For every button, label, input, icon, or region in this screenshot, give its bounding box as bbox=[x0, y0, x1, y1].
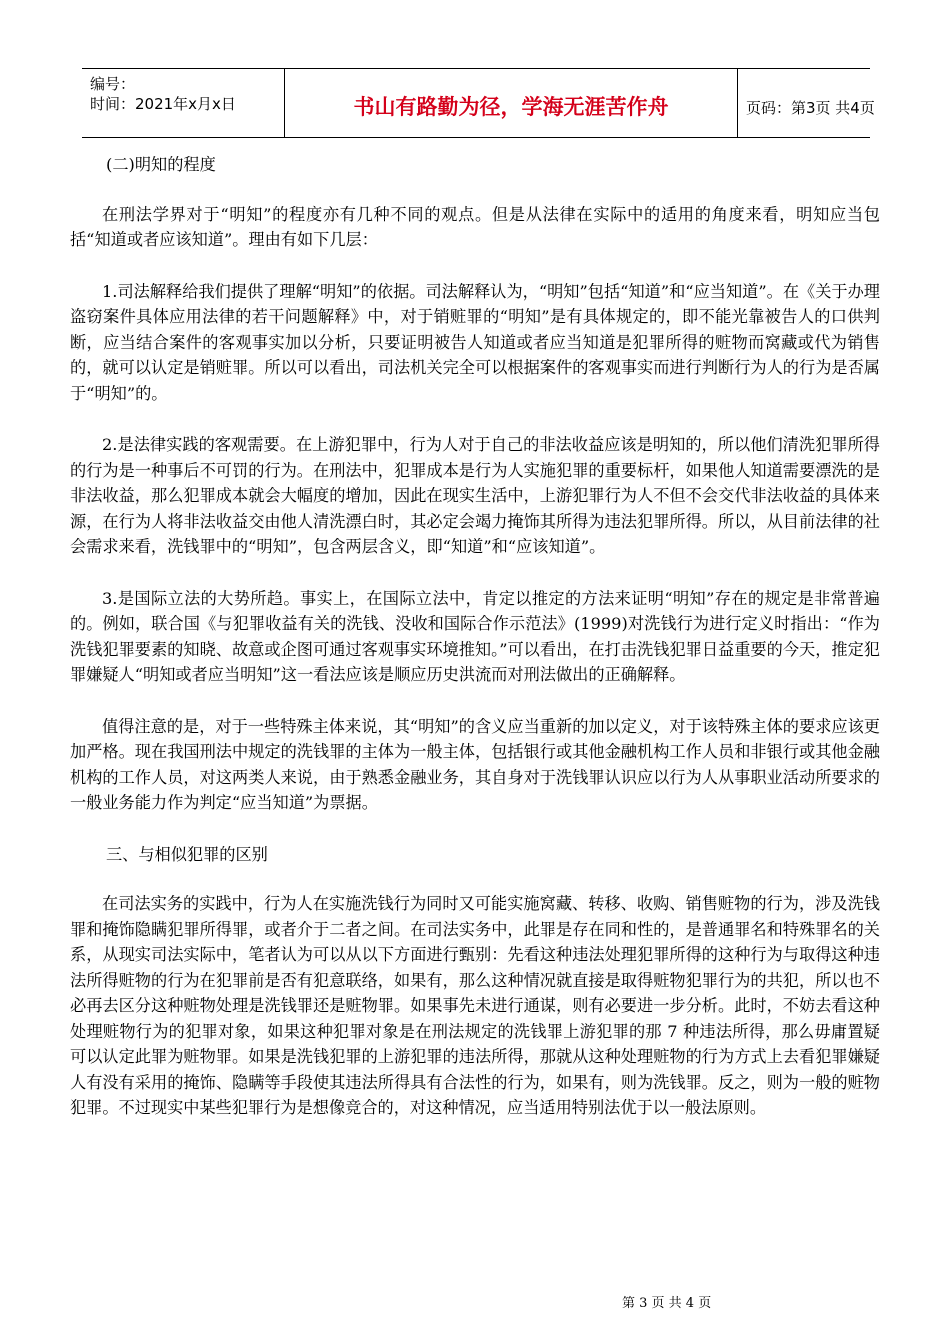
header-motto: 书山有路勤为径，学海无涯苦作舟 bbox=[353, 95, 669, 119]
header-page-cell bbox=[738, 69, 875, 137]
document-body bbox=[70, 152, 880, 1121]
document-id-label: 编号： bbox=[90, 75, 136, 93]
paragraph-international-legislation: 3.是国际立法的大势所趋。事实上，在国际立法中，肯定以推定的方法来证明“明知”存在的规定是非常普遍的。例如，联合国《与犯罪收益有关的洗钱、没收和国际合作示范法》(1999)对洗钱行为进行定义时指出：“作为洗钱犯罪要素的知晓、故意或企图可通过客观事实环境推知。”可以看出，在打击洗钱犯罪日益重要的今天，推定犯罪嫌疑人“明知或者应当明知”这一看法应该是顺应历史洪流而对刑法做出的正确解释。 bbox=[70, 588, 880, 684]
paragraph-distinction: 在司法实务的实践中，行为人在实施洗钱行为同时又可能实施窝藏、转移、收购、销售赃物的行为，涉及洗钱罪和掩饰隐瞒犯罪所得罪，或者介于二者之间。在司法实务中，此罪是存在同和性的，是普通罪名和特殊罪名的关系，从现实司法实际中，笔者认为可以从以下方面进行甄别：先看这种违法处理犯罪所得的这种行为与取得这种违法所得赃物的行为在犯罪前是否有犯意联络，如果有，那么这种情况就直接是取得赃物犯罪行为的共犯，所以也不必再去区分这种赃物处理是洗钱罪还是赃物罪。如果事先未进行通谋，则有必要进一步分析。此时，不妨去看这种处理赃物行为的犯罪对象，如果这种犯罪对象是在刑法规定的洗钱罪上游犯罪的那 7 种违法所得，那么毋庸置疑可以认定此罪为赃物罪。如果是洗钱犯罪的上游犯罪的违法所得，那就从这种处理赃物的行为方式上去看犯罪嫌疑人有没有采用的掩饰、隐瞒等手段使其违法所得具有合法性的行为，如果有，则为洗钱罪。反之，则为一般的赃物犯罪。不过现实中某些犯罪行为是想像竞合的，对这种情况，应当适用特别法优于以一般法原则。 bbox=[70, 894, 880, 1117]
header-info-cell bbox=[82, 69, 284, 137]
header-page-number: 页码：第3页 共4页 bbox=[746, 99, 875, 117]
section-heading-distinction: 三、与相似犯罪的区别 bbox=[106, 844, 268, 864]
document-date: 时间：2021年x月x日 bbox=[90, 95, 236, 113]
page-footer-number: 第 3 页 共 4 页 bbox=[622, 1296, 712, 1311]
page-header bbox=[82, 68, 875, 138]
header-motto-cell bbox=[284, 69, 738, 137]
paragraph-judicial-interpretation: 1.司法解释给我们提供了理解“明知”的依据。司法解释认为，“明知”包括“知道”和“应当知道”。在《关于办理盗窃案件具体应用法律的若干问题解释》中，对于销赃罪的“明知”是有具体规定的，即不能光靠被告人的口供判断，应当结合案件的客观事实加以分析，只要证明被告人知道或者应当知道是犯罪所得的赃物而窝藏或代为销售的，就可以认定是销赃罪。所以可以看出，司法机关完全可以根据案件的客观事实而进行判断行为人的行为是否属于“明知”的。 bbox=[70, 281, 880, 403]
paragraph-legal-practice: 2.是法律实践的客观需要。在上游犯罪中，行为人对于自己的非法收益应该是明知的，所以他们清洗犯罪所得的行为是一种事后不可罚的行为。在刑法中，犯罪成本是行为人实施犯罪的重要标杆，如果他人知道需要漂洗的是非法收益，那么犯罪成本就会大幅度的增加，因此在现实生活中，上游犯罪行为人不但不会交代非法收益的具体来源，在行为人将非法收益交由他人清洗漂白时，其必定会竭力掩饰其所得为违法犯罪所得。所以，从目前法律的社会需求来看，洗钱罪中的“明知”，包含两层含义，即“知道”和“应该知道”。 bbox=[70, 435, 880, 556]
paragraph-special-subjects: 值得注意的是，对于一些特殊主体来说，其“明知”的含义应当重新的加以定义，对于该特殊主体的要求应该更加严格。现在我国刑法中规定的洗钱罪的主体为一般主体，包括银行或其他金融机构工作人员和非银行或其他金融机构的工作人员，对这两类人来说，由于熟悉金融业务，其自身对于洗钱罪认识应以行为人从事职业活动所要求的一般业务能力作为判定“应当知道”为票据。 bbox=[70, 716, 880, 812]
paragraph-intro: 在刑法学界对于“明知”的程度亦有几种不同的观点。但是从法律在实际中的适用的角度来看，明知应当包括“知道或者应该知道”。理由有如下几层： bbox=[70, 204, 880, 249]
section-heading-degree-of-knowledge: (二)明知的程度 bbox=[106, 155, 216, 174]
